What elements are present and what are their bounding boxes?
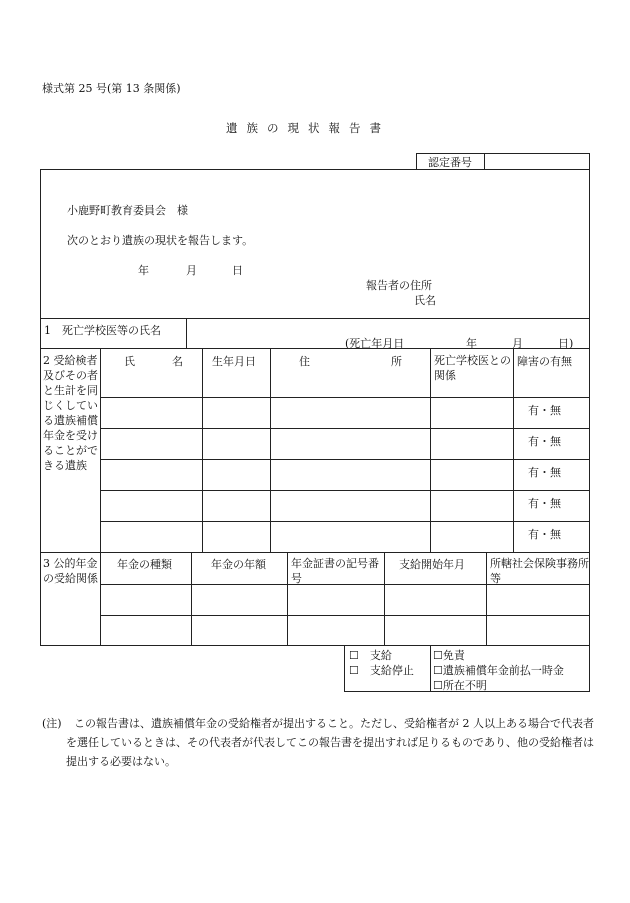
note-label: (注) [42,717,62,730]
section1-label: 1 死亡学校医等の氏名 [44,324,161,337]
death-month-label: 月 [512,337,523,350]
death-date-label: (死亡年月日 [345,337,405,350]
col-pay-start-label: 支給開始年月 [399,558,465,571]
death-day-label: 日) [558,337,574,350]
col-pension-amount-label: 年金の年額 [211,558,266,571]
col-name-label-1: 氏 [124,355,135,368]
disability-choice[interactable]: 有・無 [528,404,561,417]
note-text: この報告書は、遺族補償年金の受給権者が提出すること。ただし、受給権者が 2 人以上ある場合で代表者を選任しているときは、その代表者が代表してこの報告書を提出すれば足りるものであり、他の受給権者は提出する必要はない。 [66,717,594,768]
pay-stop-checkbox[interactable]: ☐ 支給停止 [349,664,414,677]
lump-sum-checkbox[interactable]: ☐遺族補償年金前払一時金 [433,664,564,677]
col-disability-label: 障害の有無 [517,355,572,368]
date-month-label: 月 [186,264,197,277]
disability-choice[interactable]: 有・無 [528,528,561,541]
col-pension-cert-label: 年金証書の記号番号 [291,557,379,585]
form-number: 様式第 25 号(第 13 条関係) [42,82,181,95]
col-address-label-1: 住 [299,355,310,368]
death-year-label: 年 [466,337,477,350]
reporter-address-label: 報告者の住所 [366,279,432,292]
section2-label: 2 受給検者及びその者と生計を同じくしている遺族補償年金を受けることができる遺族 [43,354,98,472]
date-day-label: 日 [232,264,243,277]
recipient: 小鹿野町教育委員会 様 [67,204,188,217]
disability-choice[interactable]: 有・無 [528,497,561,510]
pay-checkbox[interactable]: ☐ 支給 [349,649,392,662]
col-pension-type-label: 年金の種類 [117,558,172,571]
col-address-label-2: 所 [391,355,402,368]
disability-choice[interactable]: 有・無 [528,466,561,479]
intro-text: 次のとおり遺族の現状を報告します。 [67,234,254,247]
reporter-name-label: 氏名 [414,294,436,307]
col-birthdate-label: 生年月日 [212,355,256,368]
page-title: 遺族の現状報告書 [226,121,390,135]
col-relation-label: 死亡学校医との関係 [434,354,511,382]
exempt-checkbox[interactable]: ☐免責 [433,649,465,662]
cert-number-label: 認定番号 [428,156,472,169]
section3-label: 3 公的年金の受給関係 [43,557,98,585]
disability-choice[interactable]: 有・無 [528,435,561,448]
col-name-label-2: 名 [172,355,183,368]
col-office-label: 所轄社会保険事務所等 [490,557,589,585]
unknown-address-checkbox[interactable]: ☐所在不明 [433,679,487,692]
date-year-label: 年 [138,264,149,277]
